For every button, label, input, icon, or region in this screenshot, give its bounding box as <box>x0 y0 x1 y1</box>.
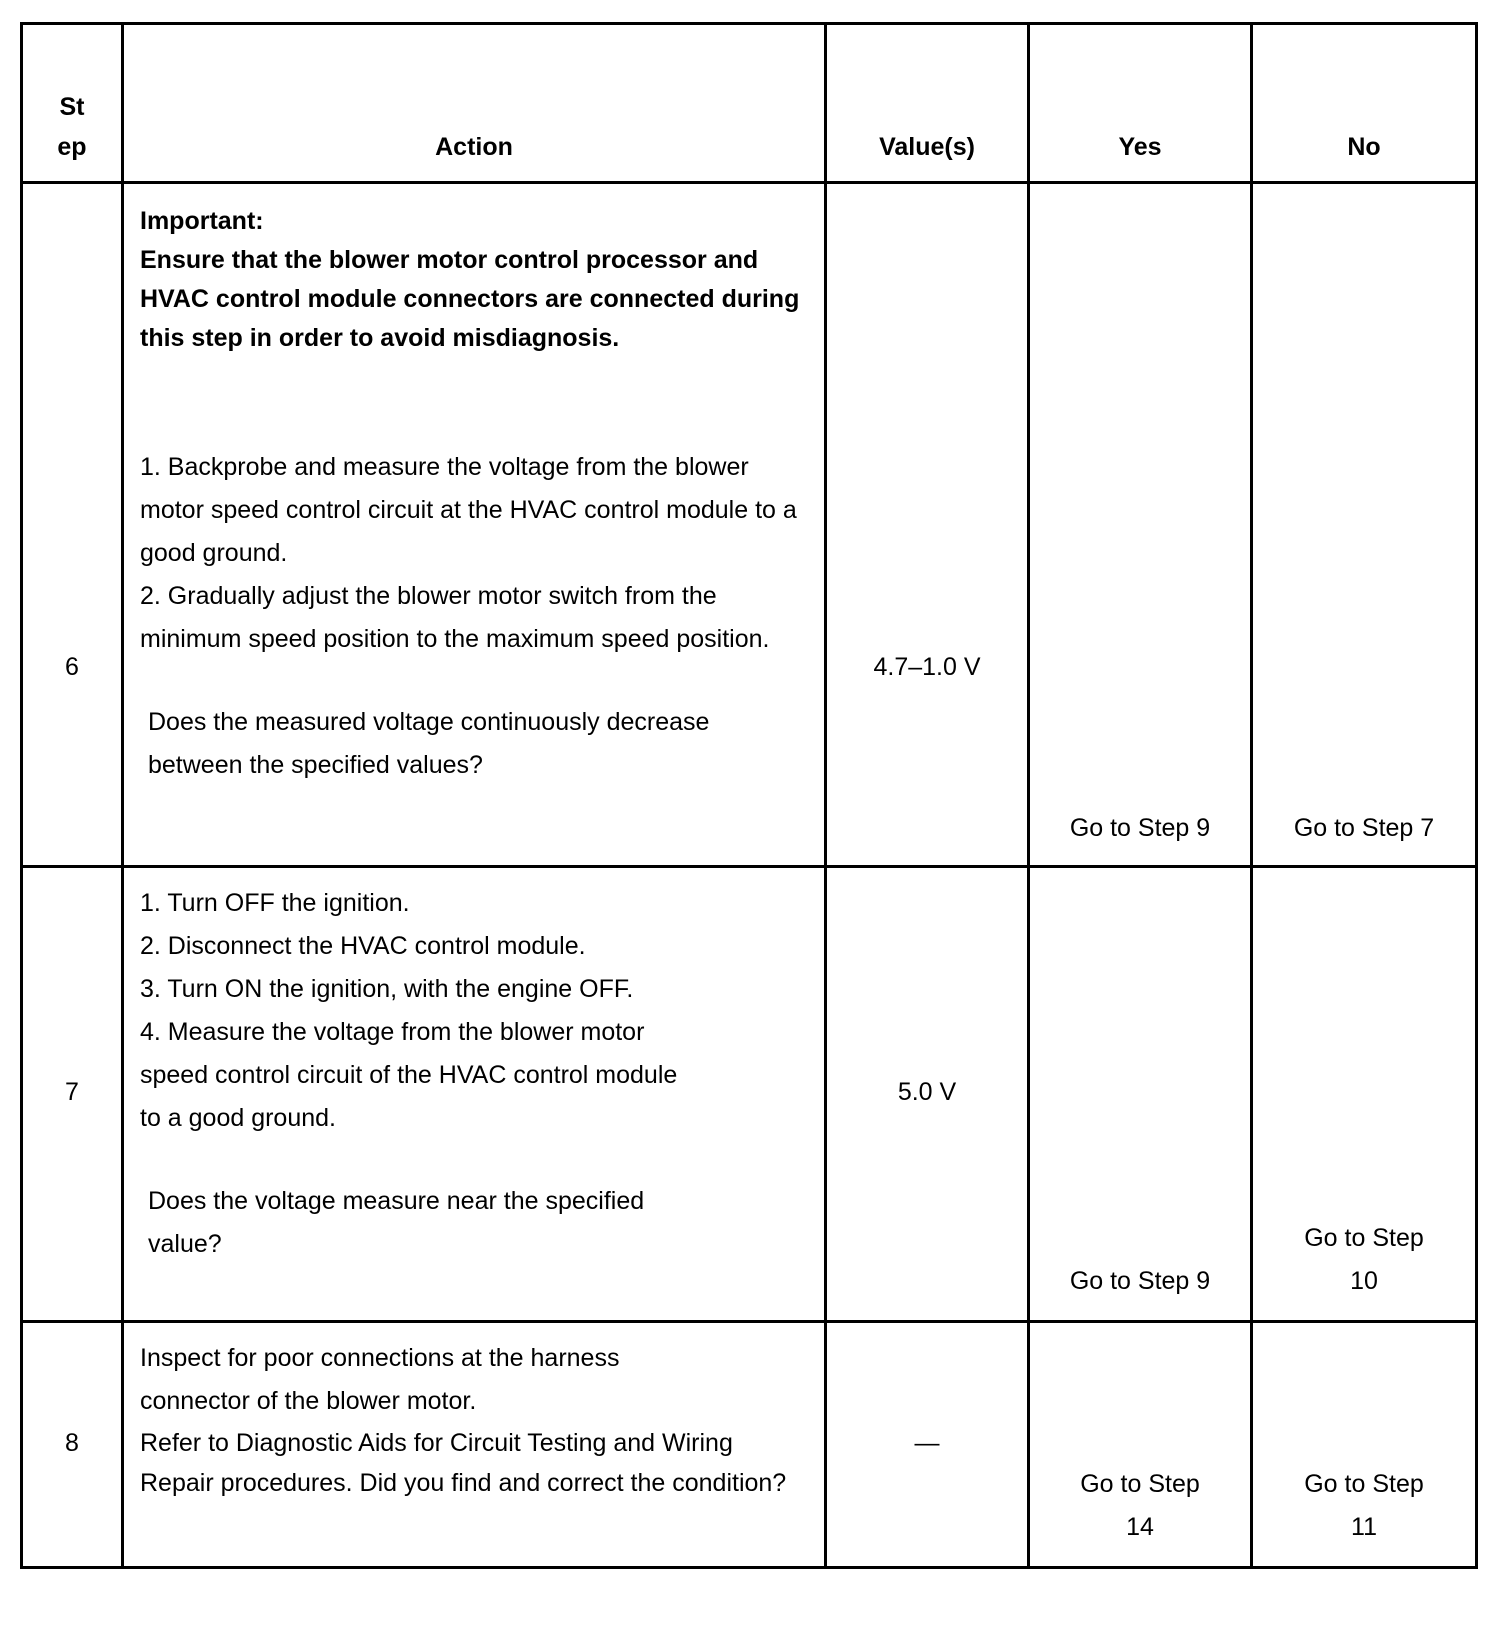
no-cell: Go to Step 11 <box>1252 1322 1477 1568</box>
list-item: 2. Disconnect the HVAC control module. <box>140 932 586 960</box>
step-cell: 7 <box>22 867 123 1322</box>
table-row <box>22 1322 1477 1568</box>
yes-cell: Go to Step 9 <box>1029 183 1252 867</box>
yes-cell: Go to Step 14 <box>1029 1322 1252 1568</box>
header-values: Value(s) <box>826 24 1029 183</box>
question-text: Does the measured voltage continuously decrease between the specified values? <box>148 708 710 779</box>
header-no: No <box>1252 24 1477 183</box>
list-item: 1. Turn OFF the ignition. <box>140 889 410 917</box>
table-row <box>22 867 1477 1322</box>
table-row <box>22 183 1477 867</box>
action-text: Refer to Diagnostic Aids for Circuit Testing and Wiring Repair procedures. Did you find and correct the condition? <box>140 1429 787 1497</box>
step-cell: 6 <box>22 183 123 867</box>
list-item: 3. Turn ON the ignition, with the engine OFF. <box>140 975 634 1003</box>
header-row <box>22 24 1477 183</box>
no-cell: Go to Step 7 <box>1252 183 1477 867</box>
value-cell: 5.0 V <box>826 867 1029 1322</box>
action-cell <box>123 1322 826 1568</box>
list-item: 4. Measure the voltage from the blower motor speed control circuit of the HVAC control module to a good ground. <box>140 1018 678 1132</box>
yes-cell: Go to Step 9 <box>1029 867 1252 1322</box>
action-cell <box>123 183 826 867</box>
action-text: Inspect for poor connections at the harness connector of the blower motor. <box>140 1344 620 1415</box>
important-text: Ensure that the blower motor control processor and HVAC control module connectors are connected during this step in order to avoid misdiagnosis. <box>140 246 800 352</box>
no-cell: Go to Step 10 <box>1252 867 1477 1322</box>
value-cell: 4.7–1.0 V <box>826 183 1029 867</box>
list-item: 1. Backprobe and measure the voltage from the blower motor speed control circuit at the HVAC control module to a good ground. <box>140 453 797 567</box>
header-yes: Yes <box>1029 24 1252 183</box>
value-cell: — <box>826 1322 1029 1568</box>
header-action: Action <box>123 24 826 183</box>
question-text: Does the voltage measure near the specified value? <box>148 1187 645 1258</box>
important-label: Important: <box>140 207 264 235</box>
action-cell <box>123 867 826 1322</box>
step-cell: 8 <box>22 1322 123 1568</box>
header-step: St ep <box>22 24 123 183</box>
diagnostic-table <box>20 22 1478 1569</box>
list-item: 2. Gradually adjust the blower motor switch from the minimum speed position to the maximum speed position. <box>140 582 770 653</box>
